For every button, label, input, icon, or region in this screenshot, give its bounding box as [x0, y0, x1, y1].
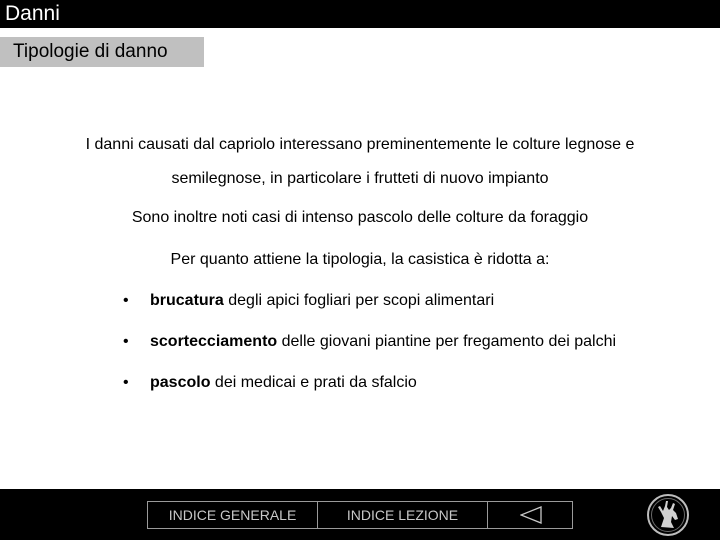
list-item-text	[150, 372, 417, 394]
back-button[interactable]	[487, 501, 573, 529]
triangle-left-icon	[520, 506, 542, 524]
bullet-icon: •	[123, 292, 129, 309]
page-title: Danni	[0, 0, 720, 28]
bullet-icon: •	[123, 374, 129, 391]
intro-line-2: semilegnose, in particolare i frutteti di nuovo impianto	[171, 170, 549, 187]
bullet-icon: •	[123, 333, 129, 350]
list-item-keyword: brucatura	[150, 292, 224, 309]
list-item	[0, 331, 720, 353]
paragraph-tipologia: Per quanto attiene la tipologia, la casistica è ridotta a:	[170, 251, 550, 268]
paragraph-pascolo: Sono inoltre noti casi di intenso pascolo delle colture da foraggio	[131, 209, 589, 226]
list-item-description: delle giovani piantine per fregamento dei palchi	[277, 333, 617, 350]
list-item-keyword: pascolo	[150, 374, 211, 391]
list-item-description: dei medicai e prati da sfalcio	[210, 374, 417, 391]
indice-lezione-button[interactable]: INDICE LEZIONE	[317, 501, 488, 529]
list-item-text	[150, 290, 494, 312]
section-subtitle: Tipologie di danno	[0, 37, 204, 67]
intro-line-1: I danni causati dal capriolo interessano preminentemente le colture legnose e	[85, 136, 635, 153]
list-item-keyword: scortecciamento	[150, 333, 278, 350]
indice-generale-button[interactable]: INDICE GENERALE	[147, 501, 318, 529]
list-item	[0, 290, 720, 312]
list-item-description: degli apici fogliari per scopi alimentari	[223, 292, 495, 309]
deer-logo-icon	[647, 494, 689, 536]
list-item-text	[150, 331, 616, 353]
list-item	[0, 372, 720, 394]
